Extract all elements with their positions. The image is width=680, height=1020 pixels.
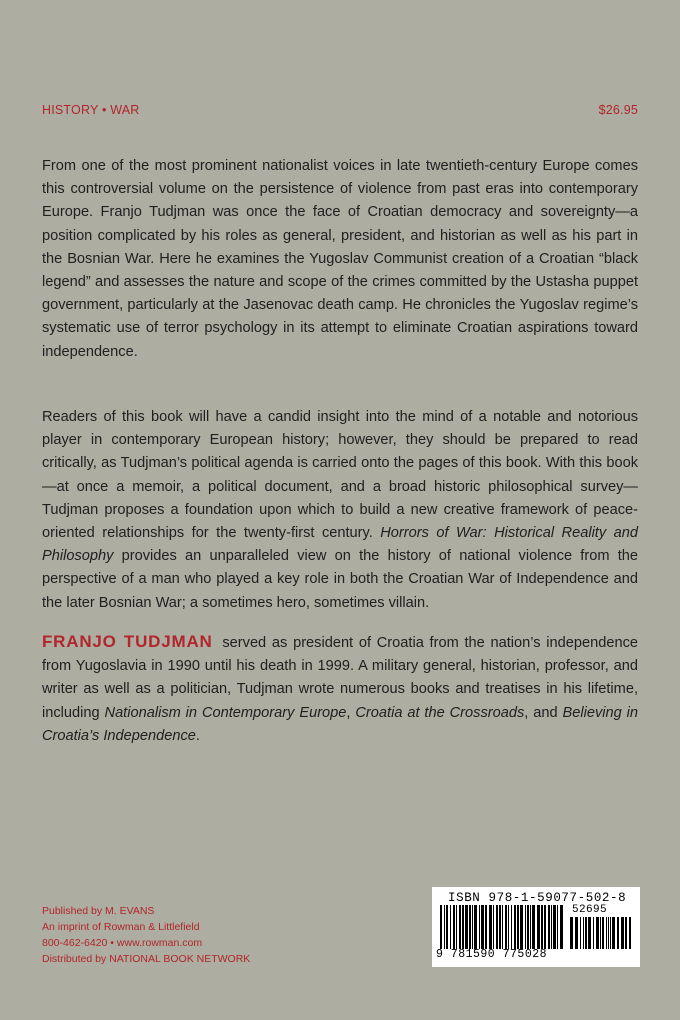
barcode-bar (446, 905, 448, 949)
barcode-bar (532, 905, 535, 949)
bio-separator-1: , (346, 704, 356, 721)
barcode-bar (530, 905, 531, 949)
barcode-bar (600, 917, 601, 949)
barcode-bar (570, 917, 573, 949)
paragraph-2-text-end: provides an unparalleled view on the history of national violence from the perspective of a man who played a key role in both the Croatian War of Independence and the later Bosnian War; a sometimes hero, sometimes villain. (42, 548, 638, 611)
barcode-bar (537, 905, 540, 949)
barcode-bar (479, 905, 480, 949)
barcode-bar (585, 917, 587, 949)
publisher-line-4: Distributed by NATIONAL BOOK NETWORK (42, 953, 251, 965)
barcode-bar (525, 905, 526, 949)
barcode-bar (508, 905, 509, 949)
barcode-bar (520, 905, 523, 949)
barcode-bar (444, 905, 445, 949)
barcode-digits: 9 781590 775028 (436, 948, 548, 961)
barcode-bar (617, 917, 619, 949)
barcode-bar (499, 905, 501, 949)
barcode-bar (560, 905, 563, 949)
barcode-bar (465, 905, 468, 949)
barcode-bar (453, 905, 455, 949)
barcode-bar (469, 905, 471, 949)
barcode-bar (575, 917, 578, 949)
barcode-bar (456, 905, 457, 949)
author-bio (42, 630, 638, 748)
barcode-bar (602, 917, 604, 949)
barcode-bar (505, 905, 507, 949)
barcode-bar (580, 917, 581, 949)
book-title: Horrors of War: Historical Reality and Philosophy (42, 525, 638, 565)
barcode-bar (583, 917, 584, 949)
bio-end: . (195, 727, 200, 744)
bio-book-1: Nationalism in Contemporary Europe (104, 704, 347, 721)
barcode-bar (557, 905, 558, 949)
barcode (432, 887, 640, 967)
price-code: 52695 (572, 904, 608, 916)
barcode-bar (596, 917, 599, 949)
bio-separator-2: , and (524, 704, 563, 721)
category-label: HISTORY • WAR (42, 103, 140, 117)
barcode-bar (553, 905, 556, 949)
publisher-info (42, 903, 250, 967)
barcode-bar (606, 917, 607, 949)
bio-text: served as president of Croatia from the nation’s independence from Yugoslavia in 1990 until his death in 1999. A military general, historian, professor, and writer as well as a politician, Tudjman wrote numerous books and treatises in his lifetime, including (42, 635, 638, 721)
bio-book-3: Believing in Croatia’s Independence (42, 704, 639, 744)
barcode-bar (544, 905, 546, 949)
barcode-bar (610, 917, 611, 949)
barcode-bar (527, 905, 529, 949)
barcode-bar (625, 917, 627, 949)
barcode-bar (511, 905, 512, 949)
price-label: $26.95 (598, 103, 638, 117)
barcode-bar (481, 905, 484, 949)
description-paragraph-2 (42, 406, 638, 615)
barcode-bar (493, 905, 494, 949)
barcode-bar (608, 917, 609, 949)
barcode-bar (629, 917, 631, 949)
barcode-bar (621, 917, 624, 949)
barcode-bar (548, 905, 550, 949)
publisher-line-2: An imprint of Rowman & Littlefield (42, 921, 200, 933)
barcode-bar (541, 905, 543, 949)
barcode-bar (502, 905, 503, 949)
addon-barcode-bars (570, 917, 634, 949)
barcode-bar (588, 917, 591, 949)
barcode-bar (593, 917, 594, 949)
barcode-bar (440, 905, 442, 949)
barcode-bar (459, 905, 461, 949)
barcode-bar (489, 905, 492, 949)
barcode-bar (472, 905, 473, 949)
publisher-line-3: 800-462-6420 • www.rowman.com (42, 937, 203, 949)
main-barcode-bars (440, 905, 564, 949)
paragraph-2-text-start: Readers of this book will have a candid insight into the mind of a notable and notorious player in contemporary European history; however, they should be prepared to read critically, as Tudjman’s political agenda is carried onto the pages of this book. With this book—at once a memoir, a political document, and a broad historic philosophical survey—Tudjman proposes a foundation upon which to build a new creative framework of peace-oriented relationships for the twenty-first century. (42, 409, 638, 542)
barcode-bar (551, 905, 552, 949)
barcode-bar (485, 905, 487, 949)
barcode-bar (517, 905, 519, 949)
bio-book-2: Croatia at the Crossroads (355, 704, 525, 721)
barcode-bar (474, 905, 477, 949)
description-paragraph-1: From one of the most prominent nationalist voices in late twentieth-century Europe comes this controversial volume on the persistence of violence from past eras into contemporary Europe. Franjo Tudjman was once the face of Croatian democracy and sovereignty—a position complicated by his roles as general, president, and historian as well as his part in the Bosnian War. Here he examines the Yugoslav Communist creation of a Croatian “black legend” and assesses the nature and scope of the crimes committed by the Ustasha puppet government, particularly at the Jasenovac death camp. He chronicles the Yugoslav regime’s systematic use of terror psychology in its attempt to eliminate Croatian aspirations toward independence. (42, 158, 638, 360)
barcode-bar (462, 905, 464, 949)
barcode-bar (496, 905, 498, 949)
publisher-line-1: Published by M. EVANS (42, 905, 155, 917)
isbn-text: ISBN 978-1-59077-502-8 (448, 891, 627, 905)
barcode-bar (450, 905, 451, 949)
author-name: FRANJO TUDJMAN (42, 632, 213, 651)
barcode-bar (514, 905, 516, 949)
barcode-bar (612, 917, 615, 949)
